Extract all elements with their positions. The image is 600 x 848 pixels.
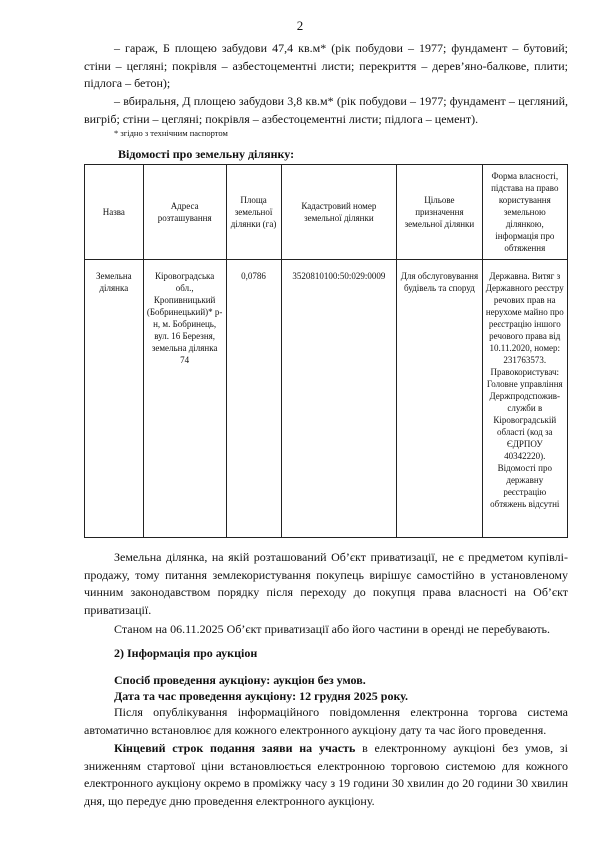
cell-cadastral: 3520810100:50:029:0009: [281, 260, 397, 538]
header-address: Адреса розташування: [143, 165, 226, 260]
cell-ownership: Державна. Витяг з Державного реєстру речових прав на нерухоме майно про реєстрацію іншого речового права від 10.11.2020, номер: 231763573. Правокористувач: Головне управління Держпродспожив-служби в Кіровоградській області (код за ЄДРПОУ 40342220). Відомості про державну реєстрацію обтяжень відсутні: [482, 260, 567, 538]
auction-deadline-label: Кінцевий строк подання заяви на участь: [114, 741, 356, 755]
page-number: 2: [296, 18, 304, 33]
auction-publication: Після опублікування інформаційного повідомлення електронна торгова система автоматично встановлює для кожного електронного аукціону дату та час його проведення.: [84, 705, 568, 737]
header-ownership: Форма власності, підстава на право користування земельною ділянкою, інформація про обтяження: [482, 165, 567, 260]
land-section-title: Відомості про земельну ділянку:: [118, 147, 295, 161]
auction-method-value: : аукціон без умов.: [266, 673, 366, 687]
table-header-row: [85, 165, 568, 260]
footnote: * згідно з технічним паспортом: [114, 128, 228, 138]
cesspool-description: – вбиральня, Д площею забудови 3,8 кв.м* (рік побудови – 1977; фундамент – цегляний, вигріб; стіни – цегляні; покрівля – азбестоцементні листи; підлога – цемент).: [84, 94, 568, 126]
header-area: Площа земельної ділянки (га): [226, 165, 281, 260]
auction-datetime: Дата та час проведення аукціону: 12 грудня 2025 року.: [114, 689, 408, 703]
auction-deadline: [84, 740, 568, 810]
header-cadastral: Кадастровий номер земельної ділянки: [281, 165, 397, 260]
land-table: [84, 164, 568, 538]
cell-name: Земельна ділянка: [85, 260, 144, 538]
auction-heading: 2) Інформація про аукціон: [114, 646, 258, 660]
cell-address: Кіровоградська обл., Кропивницький (Бобринецький)* р-н, м. Бобринець, вул. 16 Березня, земельна ділянка 74: [143, 260, 226, 538]
table-row: [85, 260, 568, 538]
garage-description: – гараж, Б площею забудови 47,4 кв.м* (рік побудови – 1977; фундамент – бутовий; стіни – цегляні; покрівля – азбестоцементні листи; перекриття – дерев’яно-балкове, плити; підлога – бетон);: [84, 41, 568, 90]
cell-purpose: Для обслуговування будівель та споруд: [397, 260, 482, 538]
header-purpose: Цільове призначення земельної ділянки: [397, 165, 482, 260]
auction-method-label: Спосіб проведення аукціону: [114, 673, 267, 687]
cell-area: 0,0786: [226, 260, 281, 538]
land-paragraph: Земельна ділянка, на якій розташований Об’єкт приватизації, не є предметом купівлі-продажу, тому питання землекористування покупець вирішує самостійно в установленому чинним законодавством порядку після переходу до покупця права власності на Об’єкт приватизації.: [84, 550, 568, 617]
header-name: Назва: [85, 165, 144, 260]
lease-paragraph: Станом на 06.11.2025 Об’єкт приватизації або його частини в оренді не перебувають.: [114, 622, 551, 636]
auction-deadline-text: в електронному аукціоні без умов, зі зниженням стартової ціни встановлюється електронною торговою системою для кожного електронного аукціону окремо в проміжку часу з 19 години 30 хвилин до 20 години 30 хвилин дня, що передує дню проведення електронного аукціону.: [84, 741, 568, 808]
auction-method: [84, 672, 568, 690]
